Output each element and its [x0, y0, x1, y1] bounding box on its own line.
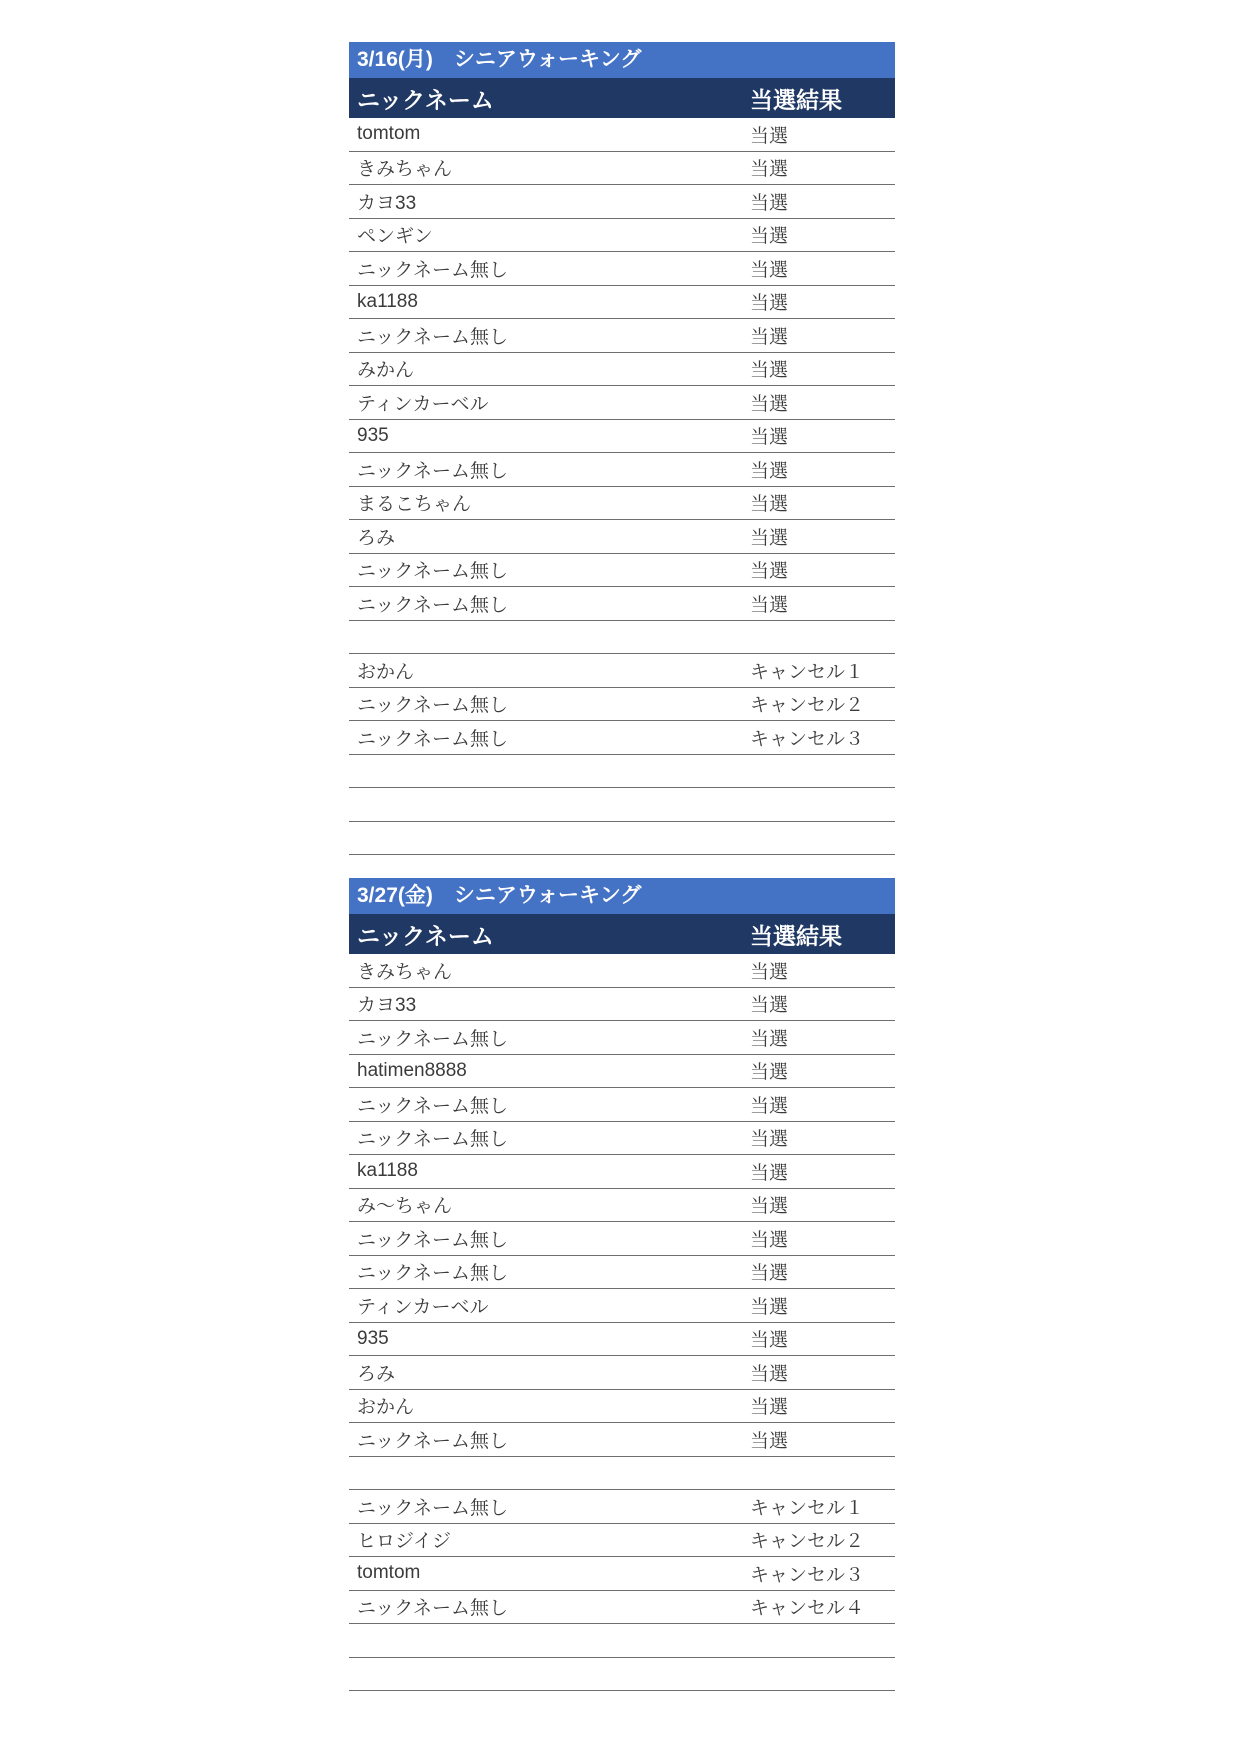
nickname-cell: ニックネーム無し [357, 1263, 509, 1285]
nickname-cell: みかん [357, 360, 415, 382]
column-header-result: 当選結果 [750, 922, 842, 949]
table-title: 3/27(金) シニアウォーキング [349, 878, 895, 914]
table-row [349, 118, 895, 152]
table-header-row [349, 914, 895, 954]
nickname-cell: hatimen8888 [357, 1059, 467, 1081]
nickname-cell: ニックネーム無し [357, 326, 509, 348]
result-cell: 当選 [750, 1162, 789, 1184]
result-cell: 当選 [750, 1363, 789, 1385]
result-cell: 当選 [750, 326, 789, 348]
table-row [349, 1088, 895, 1122]
result-cell: 当選 [750, 1062, 789, 1084]
nickname-cell: ニックネーム無し [357, 1095, 509, 1117]
table-row [349, 353, 895, 387]
nickname-cell: ティンカーベル [357, 393, 489, 415]
table-row [349, 185, 895, 219]
nickname-cell: ニックネーム無し [357, 594, 509, 616]
nickname-cell: ニックネーム無し [357, 1598, 509, 1620]
result-cell: 当選 [750, 1129, 789, 1151]
table-row [349, 420, 895, 454]
table-row [349, 319, 895, 353]
result-cell: 当選 [750, 961, 789, 983]
nickname-cell: ニックネーム無し [357, 1497, 509, 1519]
result-cell: 当選 [750, 1296, 789, 1318]
nickname-cell: ニックネーム無し [357, 728, 509, 750]
nickname-cell: おかん [357, 1397, 415, 1419]
result-cell: 当選 [750, 393, 789, 415]
result-cell: キャンセル４ [750, 1598, 865, 1620]
table-row [349, 487, 895, 521]
table-row [349, 1021, 895, 1055]
table-row [349, 1122, 895, 1156]
table-row [349, 1423, 895, 1457]
result-cell: キャンセル２ [750, 1531, 865, 1553]
nickname-cell: 935 [357, 1327, 389, 1349]
nickname-cell: ka1188 [357, 1160, 418, 1182]
nickname-cell: ペンギン [357, 226, 433, 248]
table-row [349, 755, 895, 789]
nickname-cell: ニックネーム無し [357, 1229, 509, 1251]
nickname-cell: ニックネーム無し [357, 1129, 509, 1151]
table-row [349, 286, 895, 320]
result-cell: 当選 [750, 1430, 789, 1452]
result-cell: 当選 [750, 293, 789, 315]
nickname-cell: まるこちゃん [357, 494, 472, 516]
result-cell: 当選 [750, 259, 789, 281]
result-cell: 当選 [750, 360, 789, 382]
result-cell: キャンセル１ [750, 661, 865, 683]
result-cell: 当選 [750, 192, 789, 214]
result-cell: 当選 [750, 1196, 789, 1218]
result-cell: 当選 [750, 594, 789, 616]
table-row [349, 721, 895, 755]
table-row [349, 1256, 895, 1290]
table-row [349, 654, 895, 688]
result-cell: キャンセル３ [750, 1564, 865, 1586]
table-row [349, 988, 895, 1022]
result-cell: 当選 [750, 460, 789, 482]
table-row [349, 587, 895, 621]
table-row [349, 1155, 895, 1189]
result-cell: キャンセル１ [750, 1497, 865, 1519]
table-row [349, 1457, 895, 1491]
column-header-result: 当選結果 [750, 86, 842, 113]
table-row [349, 954, 895, 988]
table-row [349, 1658, 895, 1692]
nickname-cell: ニックネーム無し [357, 1430, 509, 1452]
nickname-cell: ニックネーム無し [357, 259, 509, 281]
nickname-cell: おかん [357, 661, 415, 683]
table-title: 3/16(月) シニアウォーキング [349, 42, 895, 78]
table-header-row [349, 78, 895, 118]
nickname-cell: カヨ33 [357, 995, 417, 1017]
result-cell: 当選 [750, 494, 789, 516]
nickname-cell: きみちゃん [357, 159, 453, 181]
nickname-cell: ニックネーム無し [357, 1028, 509, 1050]
nickname-cell: ニックネーム無し [357, 695, 509, 717]
nickname-cell: ヒロジイジ [357, 1531, 452, 1553]
result-cell: 当選 [750, 125, 789, 147]
table-row [349, 621, 895, 655]
table-row [349, 554, 895, 588]
result-cell: 当選 [750, 561, 789, 583]
result-cell: 当選 [750, 226, 789, 248]
table-row [349, 1557, 895, 1591]
result-cell: 当選 [750, 527, 789, 549]
table-row [349, 1289, 895, 1323]
table-row [349, 1055, 895, 1089]
table-row [349, 1222, 895, 1256]
nickname-cell: ろみ [357, 527, 396, 549]
table-row [349, 688, 895, 722]
result-cell: 当選 [750, 159, 789, 181]
table-row [349, 1189, 895, 1223]
result-cell: 当選 [750, 1397, 789, 1419]
table-row [349, 152, 895, 186]
nickname-cell: tomtom [357, 1562, 421, 1584]
table-row [349, 386, 895, 420]
table-row [349, 1624, 895, 1658]
result-cell: 当選 [750, 995, 789, 1017]
table-row [349, 520, 895, 554]
table-row [349, 453, 895, 487]
nickname-cell: ティンカーベル [357, 1296, 489, 1318]
result-cell: 当選 [750, 1330, 789, 1352]
result-table-2020-03-16 [349, 42, 895, 855]
table-body [349, 118, 895, 855]
result-cell: 当選 [750, 1263, 789, 1285]
column-header-nickname: ニックネーム [357, 86, 494, 113]
table-row [349, 1323, 895, 1357]
table-row [349, 788, 895, 822]
nickname-cell: ka1188 [357, 290, 418, 312]
table-row [349, 1591, 895, 1625]
table-row [349, 822, 895, 856]
result-cell: キャンセル２ [750, 695, 865, 717]
table-row [349, 1390, 895, 1424]
table-row [349, 1490, 895, 1524]
result-cell: 当選 [750, 1229, 789, 1251]
nickname-cell: ニックネーム無し [357, 561, 509, 583]
table-body [349, 954, 895, 1691]
result-cell: 当選 [750, 1028, 789, 1050]
result-table-2020-03-27 [349, 878, 895, 1691]
nickname-cell: 935 [357, 424, 389, 446]
result-cell: 当選 [750, 1095, 789, 1117]
table-row [349, 1356, 895, 1390]
nickname-cell: カヨ33 [357, 192, 417, 214]
nickname-cell: ニックネーム無し [357, 460, 509, 482]
nickname-cell: tomtom [357, 123, 421, 145]
column-header-nickname: ニックネーム [357, 922, 494, 949]
nickname-cell: ろみ [357, 1363, 396, 1385]
nickname-cell: み～ちゃん [357, 1196, 453, 1218]
nickname-cell: きみちゃん [357, 961, 453, 983]
table-row [349, 1524, 895, 1558]
result-cell: 当選 [750, 427, 789, 449]
result-cell: キャンセル３ [750, 728, 865, 750]
table-row [349, 219, 895, 253]
table-row [349, 252, 895, 286]
